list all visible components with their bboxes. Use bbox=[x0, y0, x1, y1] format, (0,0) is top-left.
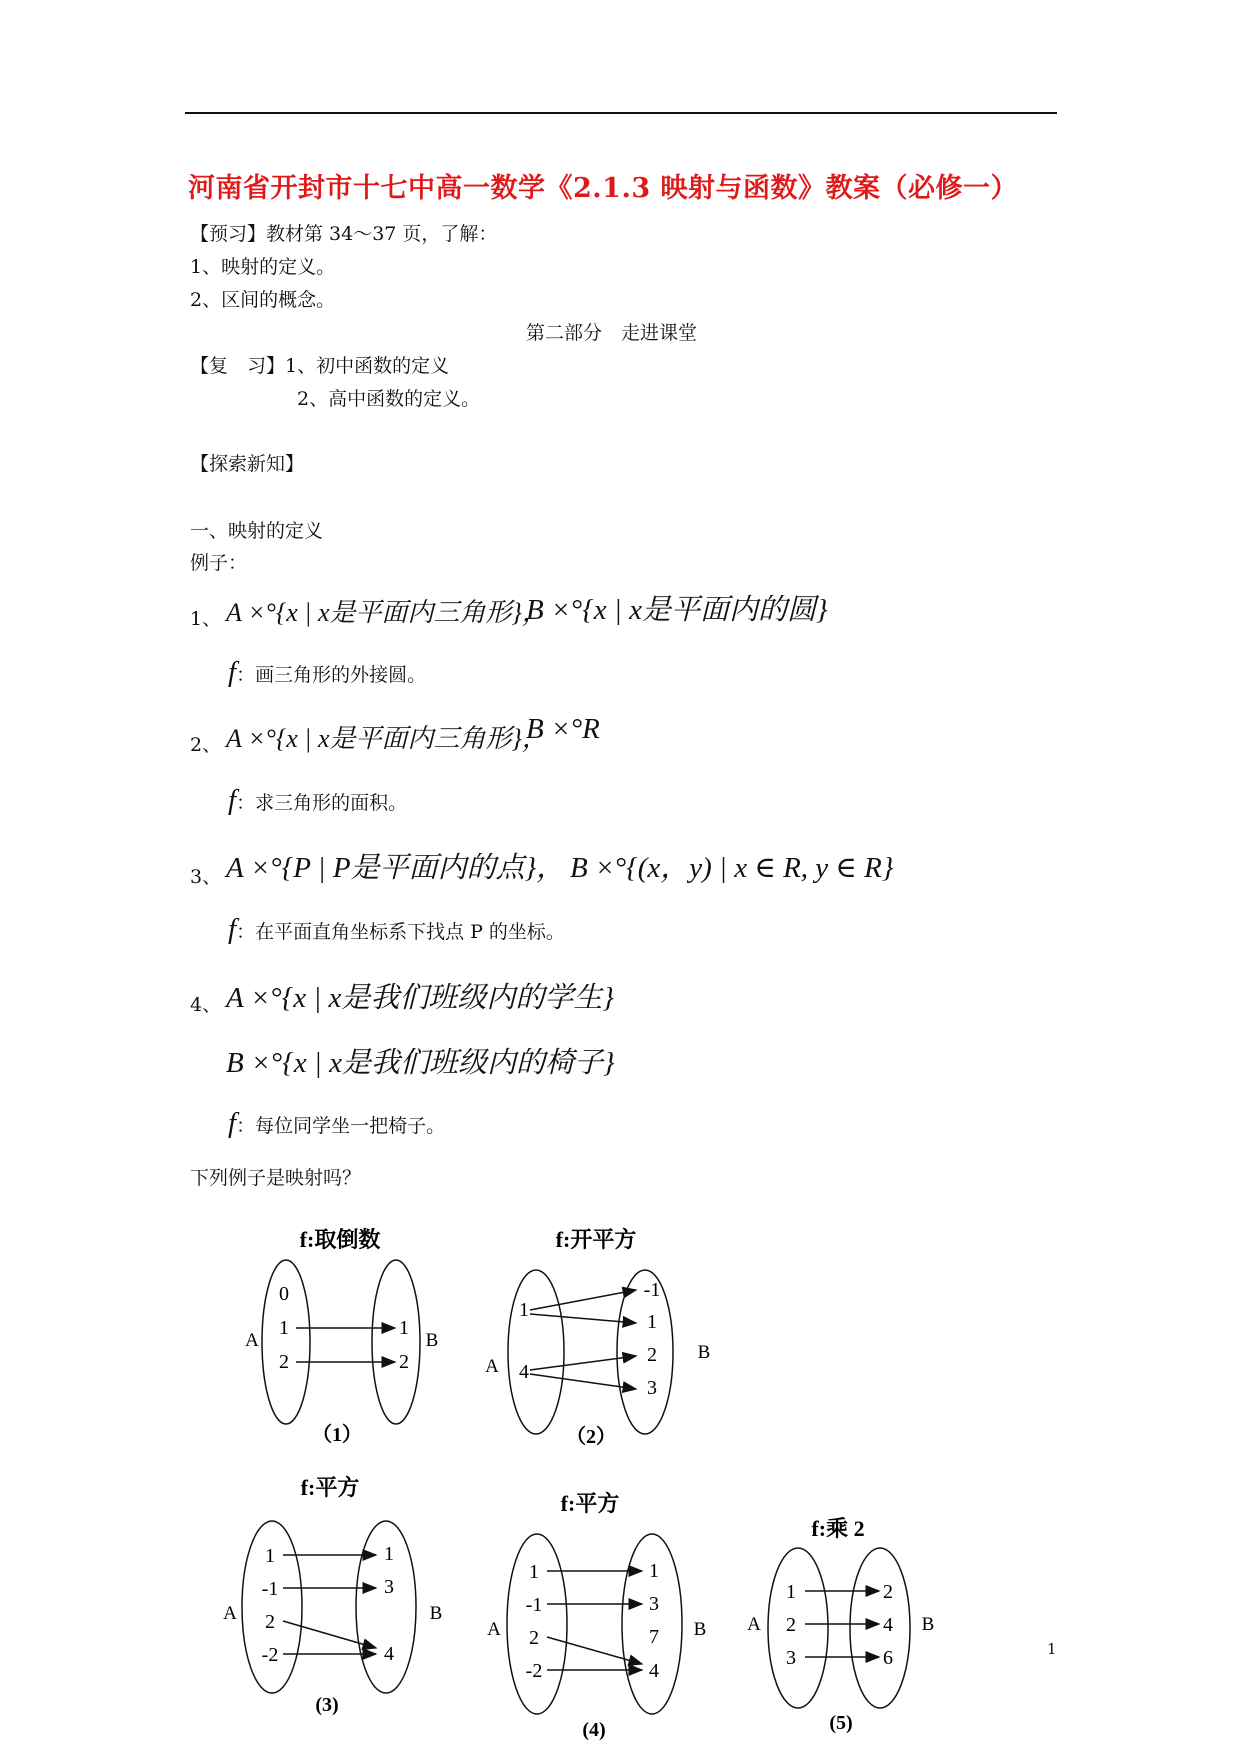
example-4-number: 4、 bbox=[190, 994, 222, 1016]
diagram-3-caption: (3) bbox=[315, 1694, 339, 1716]
example-1-set-A: A ×°{x | x是平面内三角形}， bbox=[226, 598, 548, 627]
diagram-3-right-value: 3 bbox=[384, 1576, 394, 1598]
diagram-2-set-A-ellipse bbox=[508, 1270, 564, 1434]
diagram-4-left-value: -2 bbox=[525, 1660, 543, 1682]
example-1-number: 1、 bbox=[190, 608, 222, 630]
diagram-1 bbox=[245, 1227, 438, 1446]
diagram-5-label-A: A bbox=[747, 1614, 761, 1635]
example-3-number: 3、 bbox=[190, 866, 222, 888]
diagram-1-title: f:取倒数 bbox=[299, 1227, 381, 1252]
f-symbol: f bbox=[228, 784, 237, 816]
example-3-set-B: B ×°{(x，y) | x ∈ R, y ∈ R} bbox=[570, 852, 894, 884]
diagram-5-right-value: 6 bbox=[883, 1647, 893, 1669]
diagram-2-right-value: 1 bbox=[647, 1311, 657, 1333]
diagram-2-caption: （2） bbox=[566, 1426, 616, 1448]
diagram-1-caption: （1） bbox=[312, 1424, 362, 1446]
diagram-5-label-B: B bbox=[921, 1614, 935, 1635]
example-2-number: 2、 bbox=[190, 734, 222, 756]
diagram-3-left-value: -2 bbox=[261, 1644, 279, 1666]
diagram-1-left-value: 0 bbox=[279, 1283, 289, 1305]
diagram-2-right-value: 2 bbox=[647, 1344, 657, 1366]
diagram-3-label-B: B bbox=[429, 1603, 443, 1624]
diagram-5-set-A-ellipse bbox=[768, 1548, 828, 1708]
f-symbol: f bbox=[228, 656, 237, 688]
diagram-2-title: f:开平方 bbox=[555, 1227, 637, 1252]
diagram-1-left-value: 2 bbox=[279, 1351, 289, 1373]
example-3-rule-text: ：在平面直角坐标系下找点 P 的坐标。 bbox=[236, 921, 565, 943]
preview-line: 【预习】教材第 34～37 页，了解： bbox=[190, 223, 498, 245]
diagram-3-right-value: 1 bbox=[384, 1543, 394, 1565]
diagram-5-left-value: 1 bbox=[786, 1581, 796, 1603]
example-1-set-B: B ×°{x | x是平面内的圆} bbox=[526, 594, 828, 626]
review-line-2: 2、高中函数的定义。 bbox=[297, 388, 481, 410]
diagram-4-left-value: -1 bbox=[525, 1594, 543, 1616]
diagram-4-left-value: 2 bbox=[529, 1627, 539, 1649]
diagram-5-left-value: 2 bbox=[786, 1614, 796, 1636]
diagram-1-right-value: 1 bbox=[399, 1317, 409, 1339]
diagram-5-right-value: 2 bbox=[883, 1581, 893, 1603]
preview-item-2: 2、区间的概念。 bbox=[190, 289, 336, 311]
diagram-1-label-A: A bbox=[245, 1330, 259, 1351]
diagram-3-left-value: 1 bbox=[265, 1545, 275, 1567]
diagram-3-right-value: 4 bbox=[384, 1643, 394, 1665]
example-2-rule-text: ：求三角形的面积。 bbox=[236, 792, 408, 814]
diagram-5-caption: (5) bbox=[829, 1712, 853, 1734]
diagram-4-label-B: B bbox=[693, 1619, 707, 1640]
example-2-set-B: B ×°R bbox=[526, 713, 600, 745]
diagram-4-label-A: A bbox=[487, 1619, 501, 1640]
diagram-3-left-value: -1 bbox=[261, 1578, 279, 1600]
diagram-4-right-value: 3 bbox=[649, 1593, 659, 1615]
diagram-4-right-value: 1 bbox=[649, 1560, 659, 1582]
diagram-2-label-A: A bbox=[485, 1356, 499, 1377]
diagram-1-right-value: 2 bbox=[399, 1351, 409, 1373]
example-4-set-A: A ×°{x | x是我们班级内的学生} bbox=[226, 982, 615, 1014]
question: 下列例子是映射吗？ bbox=[190, 1167, 362, 1189]
diagram-4-right-value: 7 bbox=[649, 1626, 659, 1648]
diagram-1-set-B-ellipse bbox=[372, 1260, 420, 1424]
diagram-3-left-value: 2 bbox=[265, 1611, 275, 1633]
example-3-set-A: A ×°{P | P是平面内的点}， bbox=[226, 852, 566, 884]
diagram-1-label-B: B bbox=[425, 1330, 439, 1351]
diagram-3-arrow bbox=[283, 1621, 376, 1648]
diagram-4 bbox=[487, 1491, 706, 1741]
diagram-2-arrow bbox=[530, 1290, 636, 1310]
subheading: 一、映射的定义 bbox=[190, 520, 324, 542]
diagram-2-label-B: B bbox=[697, 1342, 711, 1363]
f-symbol: f bbox=[228, 1107, 237, 1139]
diagram-5-right-value: 4 bbox=[883, 1614, 893, 1636]
diagram-4-left-value: 1 bbox=[529, 1561, 539, 1583]
f-symbol: f bbox=[228, 913, 237, 945]
diagram-4-arrow bbox=[547, 1637, 642, 1664]
diagram-1-left-value: 1 bbox=[279, 1317, 289, 1339]
example-4-rule-text: ：每位同学坐一把椅子。 bbox=[236, 1115, 446, 1137]
page-title: 河南省开封市十七中高一数学《2.1.3 映射与函数》教案（必修一） bbox=[188, 173, 1019, 204]
diagram-4-right-value: 4 bbox=[649, 1660, 659, 1682]
examples-label: 例子： bbox=[190, 552, 248, 574]
diagram-2-arrow bbox=[530, 1374, 636, 1389]
diagram-3 bbox=[223, 1475, 442, 1716]
diagram-5-left-value: 3 bbox=[786, 1647, 796, 1669]
diagram-5 bbox=[747, 1516, 934, 1734]
page-number: 1 bbox=[1047, 1640, 1057, 1658]
diagram-5-set-B-ellipse bbox=[850, 1548, 910, 1708]
diagram-5-title: f:乘 2 bbox=[811, 1516, 865, 1541]
diagram-2-left-value: 1 bbox=[519, 1299, 529, 1321]
diagram-2-left-value: 4 bbox=[519, 1361, 529, 1383]
preview-item-1: 1、映射的定义。 bbox=[190, 256, 336, 278]
example-4-set-B: B ×°{x | x是我们班级内的椅子} bbox=[226, 1047, 615, 1079]
diagram-2-right-value: -1 bbox=[643, 1279, 661, 1301]
diagram-3-title: f:平方 bbox=[300, 1475, 360, 1500]
diagram-2-right-value: 3 bbox=[647, 1377, 657, 1399]
diagram-4-caption: (4) bbox=[582, 1719, 606, 1741]
diagram-2-arrow bbox=[530, 1356, 636, 1370]
diagram-4-title: f:平方 bbox=[560, 1491, 620, 1516]
section-heading: 第二部分 走进课堂 bbox=[526, 322, 698, 344]
diagram-3-label-A: A bbox=[223, 1603, 237, 1624]
explore-heading: 【探索新知】 bbox=[190, 453, 305, 475]
example-1-rule-text: ：画三角形的外接圆。 bbox=[236, 664, 427, 686]
review-line-1: 【复 习】1、初中函数的定义 bbox=[190, 355, 450, 377]
example-2-set-A: A ×°{x | x是平面内三角形}， bbox=[226, 724, 548, 753]
diagram-2 bbox=[485, 1227, 710, 1448]
